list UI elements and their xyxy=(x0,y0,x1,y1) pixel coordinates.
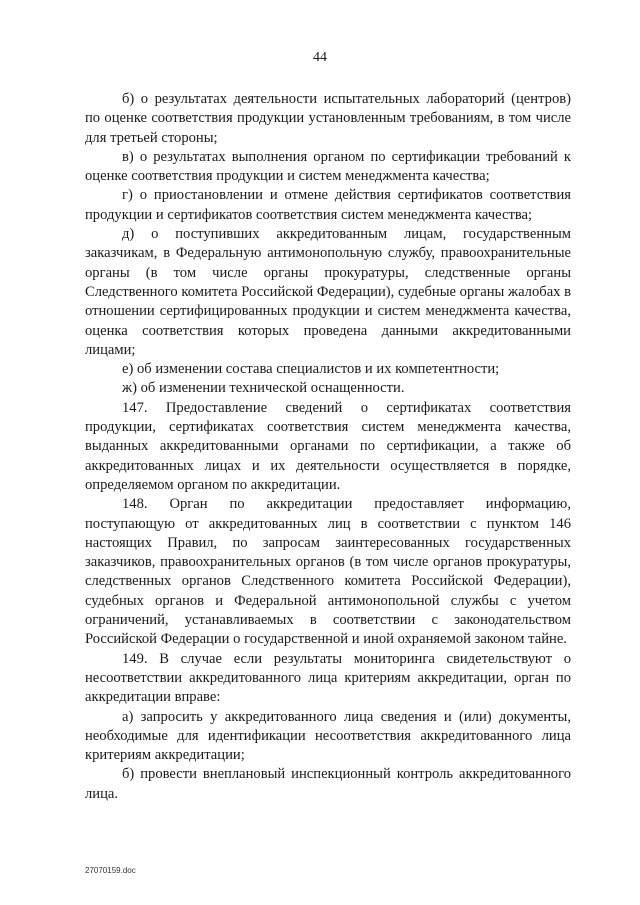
paragraph-149-b: б) провести внеплановый инспекционный контроль аккредитованного лица. xyxy=(85,766,571,802)
paragraph-d-complaints: д) о поступивших аккредитованным лицам, государственным заказчикам, в Федеральную антимонопольную службу, правоохранительные органы (в том числе органы прокуратуры, следственные органы Следственного комитета Российской Федерации), судебные органы жалобах в отношении сертифицированных продукции и систем менеджмента качества, оценка соответствия которых проведена данными аккредитованными лицами; xyxy=(85,226,572,358)
footer-file-code: 27070159.doc xyxy=(85,866,136,875)
paragraph-147: 147. Предоставление сведений о сертификатах соответствия продукции, сертификатах соответствия систем менеджмента качества, выданных аккредитованными органами по сертификации, а также об аккредитованных лицах и их деятельности осуществляется в порядке, определяемом органом по аккредитации. xyxy=(85,399,571,493)
paragraph-148: 148. Орган по аккредитации предоставляет информацию, поступающую от аккредитованных лиц в соответствии с пунктом 146 настоящих Правил, по запросам заинтересованных государственных заказчиков, правоохранительных органов (в том числе органов прокуратуры, следственных органов Следственного комитета Российской Федерации), судебных органов и Федеральной антимонопольной службы с учетом ограничений, устанавливаемых в соответствии с законодательством Российской Федерации о государственной и иной охраняемой законом тайне. xyxy=(85,496,571,648)
paragraph-zh-equipment: ж) об изменении технической оснащенности. xyxy=(122,380,405,397)
paragraph-b-labs: б) о результатах деятельности испытательных лабораторий (центров) по оценке соответствия продукции установленным требованиям, в том числе для третьей стороны; xyxy=(85,91,571,146)
paragraph-v-cert-body: в) о результатах выполнения органом по сертификации требований к оценке соответствия продукции и систем менеджмента качества; xyxy=(85,148,571,185)
page-number: 44 xyxy=(313,50,327,65)
paragraph-149: 149. В случае если результаты мониторинга свидетельствуют о несоответствии аккредитованного лица критериям аккредитации, орган по аккредитации вправе: xyxy=(85,650,571,706)
paragraph-g-suspension: г) о приостановлении и отмене действия сертификатов соответствия продукции и сертификатов соответствия систем менеджмента качества; xyxy=(85,187,571,223)
paragraph-e-staff: е) об изменении состава специалистов и их компетентности; xyxy=(122,361,500,378)
paragraph-149-a: а) запросить у аккредитованного лица сведения и (или) документы, необходимые для идентификации несоответствия аккредитованного лица критериям аккредитации; xyxy=(85,708,571,764)
document-body xyxy=(85,90,571,804)
